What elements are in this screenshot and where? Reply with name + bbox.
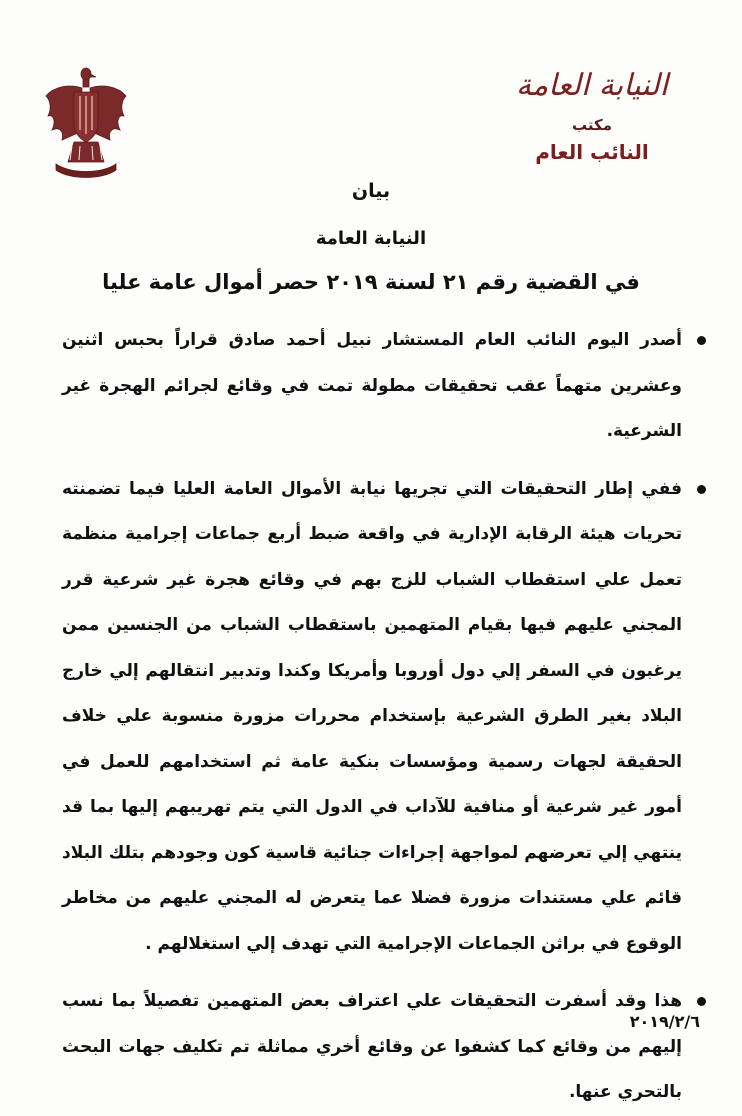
paragraph-text: ففي إطار التحقيقات التي تجريها نيابة الأموال العامة العليا فيما تضمنته تحريات هيئة الرقابة الإدارية في واقعة ضبط أربع جماعات إجرامية منظمة تعمل علي استقطاب الشباب للزج بهم في وقائع هجرة غير شرعية قرر المجني عليهم فيها بقيام المتهمين باستقطاب الشباب من الجنسين ممن يرغبون في السفر إلي دول أوروبا وأمريكا وكندا وتدبير انتقالهم إلي خارج البلاد بغير الطرق الشرعية بإستخدام محررات مزورة منسوبة علي خلاف الحقيقة لجهات رسمية ومؤسسات بنكية عامة ثم استخدامهم للعمل في أمور غير شرعية أو منافية للآداب في الدول التي يتم تهريبهم إليها بما قد ينتهي إلي تعرضهم لمواجهة إجراءات جنائية قاسية كون وجودهم بتلك البلاد قائم علي مستندات مزورة فضلا عما يتعرض له المجني عليهم من مخاطر الوقوع في براثن الجماعات الإجرامية التي تهدف إلي استغلالهم .	[62, 478, 682, 954]
list-item	[62, 467, 708, 968]
bullet-icon	[697, 997, 706, 1006]
paragraph-text: هذا وقد أسفرت التحقيقات علي اعتراف بعض المتهمين تفصيلاً بما نسب إليهم من وقائع كما كشفوا عن وقائع أخري مماثلة تم تكليف جهات البحث بالتحري عنها.	[62, 991, 682, 1102]
list-item	[62, 318, 708, 455]
letterhead-calligraphy: النيابة العامة	[516, 68, 668, 103]
letterhead	[482, 66, 702, 164]
document-subheading: النيابة العامة	[315, 228, 427, 249]
list-item	[62, 979, 708, 1116]
letterhead-title: النائب العام	[535, 140, 649, 164]
egypt-eagle-emblem-icon	[40, 62, 132, 180]
statement-list	[62, 318, 708, 1116]
letterhead-office: مكتب	[571, 116, 612, 134]
case-title: في القضية رقم ٢١ لسنة ٢٠١٩ حصر أموال عامة عليا	[102, 270, 640, 294]
document-date: ٢٠١٩/٢/٦	[629, 1012, 700, 1031]
bullet-icon	[697, 336, 706, 345]
paragraph-text: أصدر اليوم النائب العام المستشار نبيل أحمد صادق قراراً بحبس اثنين وعشرين متهماً عقب تحقيقات مطولة تمت في وقائع لجرائم الهجرة غير الشرعية.	[62, 330, 682, 441]
bullet-icon	[697, 485, 706, 494]
document-heading: بيان	[351, 180, 391, 202]
